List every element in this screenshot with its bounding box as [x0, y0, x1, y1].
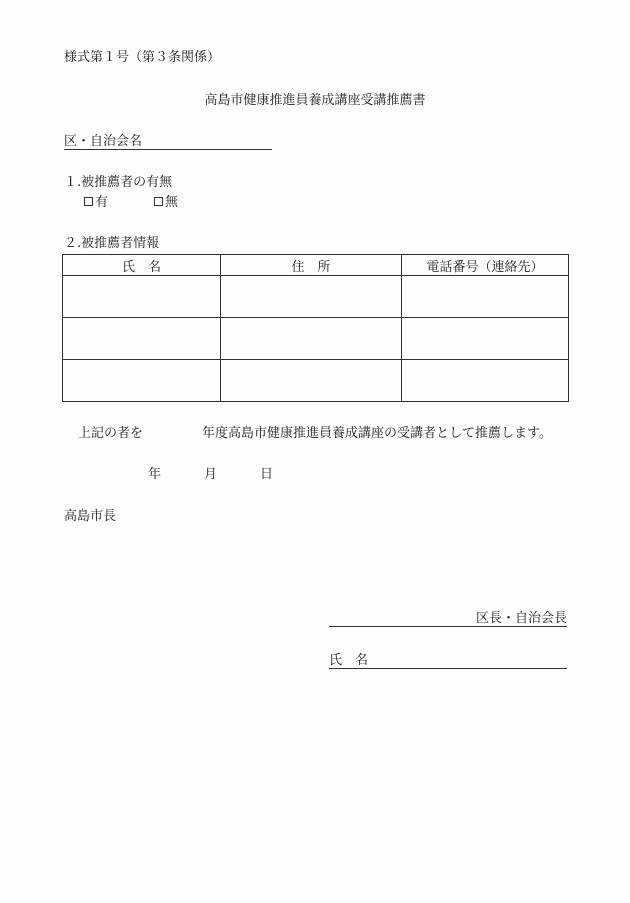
district-name-field[interactable]	[64, 135, 272, 150]
recommendation-suffix: 年度高島市健康推進員養成講座の受講者として推薦します。	[202, 426, 552, 441]
option-no[interactable]	[154, 196, 178, 209]
checkbox-yes[interactable]	[84, 197, 93, 206]
name-cell[interactable]	[63, 360, 221, 402]
option-yes-label: 有	[95, 195, 109, 210]
district-name-label: 区・自治会名	[64, 134, 143, 149]
phone-cell[interactable]	[402, 276, 569, 318]
section2-heading: ２.被推薦者情報	[64, 236, 160, 251]
chief-signature-line[interactable]	[329, 612, 567, 627]
nominee-table	[62, 254, 569, 402]
name-cell[interactable]	[63, 318, 221, 360]
date-month-label: 月	[204, 467, 218, 482]
checkbox-no[interactable]	[154, 197, 163, 206]
column-header-address: 住 所	[221, 255, 402, 276]
table-row	[63, 318, 569, 360]
option-yes[interactable]	[84, 196, 108, 209]
section1-heading: １.被推薦者の有無	[64, 175, 173, 190]
document-title: 高島市健康推進員養成講座受講推薦書	[204, 93, 426, 108]
address-cell[interactable]	[221, 276, 402, 318]
address-cell[interactable]	[221, 318, 402, 360]
date-year-label: 年	[148, 467, 162, 482]
table-row	[63, 360, 569, 402]
name-signature-line[interactable]	[329, 654, 567, 669]
date-day-label: 日	[260, 467, 274, 482]
chief-label: 区長・自治会長	[475, 611, 567, 626]
column-header-name: 氏 名	[63, 255, 221, 276]
phone-cell[interactable]	[402, 318, 569, 360]
address-cell[interactable]	[221, 360, 402, 402]
option-no-label: 無	[165, 195, 179, 210]
table-row	[63, 276, 569, 318]
name-cell[interactable]	[63, 276, 221, 318]
phone-cell[interactable]	[402, 360, 569, 402]
addressee: 高島市長	[64, 509, 117, 524]
form-number: 様式第１号（第３条関係）	[64, 50, 221, 65]
name-label: 氏 名	[329, 653, 369, 668]
column-header-phone: 電話番号（連絡先）	[402, 255, 569, 276]
table-header-row	[63, 255, 569, 276]
recommendation-prefix: 上記の者を	[78, 426, 144, 441]
